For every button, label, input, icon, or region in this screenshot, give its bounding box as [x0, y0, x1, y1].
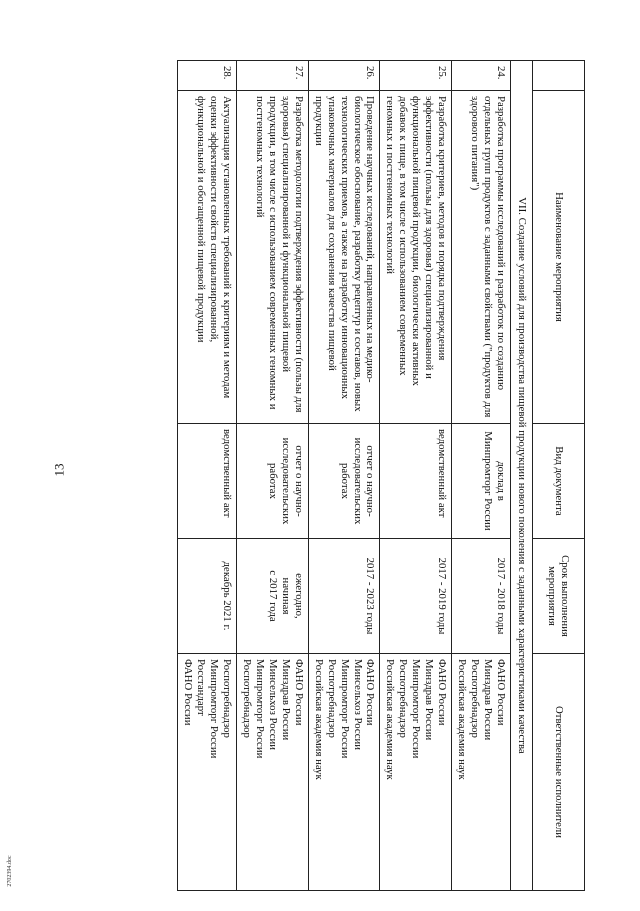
row-number: 25. — [380, 61, 452, 91]
table-row — [236, 61, 308, 891]
page-number: 13 — [51, 463, 67, 477]
table-header-row — [533, 61, 585, 891]
responsible: ФАНО России Минздрав России Роспотребнадзор Российская академия наук — [452, 654, 511, 891]
row-number: 26. — [308, 61, 380, 91]
responsible: Роспотребнадзор Минпромторг России Росстандарт ФАНО России — [178, 654, 237, 891]
document-footer: 2702394.doc — [7, 855, 13, 887]
responsible: ФАНО России Минздрав России Минсельхоз России Минпромторг России Роспотребнадзор — [236, 654, 308, 891]
measure-name: Разработка методологии подтверждения эффективности (пользы для здоровья) специализированной и функциональной пищевой продукции, в том числе с использованием современных геномных и постгеномных технологий — [236, 91, 308, 424]
rotated-table-container — [105, 60, 585, 890]
row-number: 24. — [452, 61, 511, 91]
document-type: отчет о научно-исследовательских работах — [308, 424, 380, 539]
section-title: VII. Создание условий для производства пищевой продукции нового поколения с заданными характеристиками качества — [511, 61, 533, 891]
header-measure-name: Наименование мероприятия — [533, 91, 585, 424]
row-number: 28. — [178, 61, 237, 91]
table-row — [308, 61, 380, 891]
measures-table — [177, 60, 585, 891]
measure-name: Разработка программы исследований и разработок по созданию отдельных групп продуктов с заданными свойствами ("продуктов для здорового питания") — [452, 91, 511, 424]
row-number: 27. — [236, 61, 308, 91]
document-type: отчет о научно-исследовательских работах — [236, 424, 308, 539]
table-row — [380, 61, 452, 891]
deadline: декабрь 2021 г. — [178, 539, 237, 654]
deadline: 2017 - 2018 годы — [452, 539, 511, 654]
table-row — [452, 61, 511, 891]
responsible: ФАНО России Минсельхоз России Минпромторг России Роспотребнадзор Российская академия наук — [308, 654, 380, 891]
measure-name: Актуализация установленных требований к критериям и методам оценки эффективности свойств специализированной, функциональной и обогащенной пищевой продукции — [178, 91, 237, 424]
header-number — [533, 61, 585, 91]
header-responsible: Ответственные исполнители — [533, 654, 585, 891]
document-type: доклад в Минпромторг России — [452, 424, 511, 539]
table-row — [178, 61, 237, 891]
section-row — [511, 61, 533, 891]
document-type: ведомственный акт — [178, 424, 237, 539]
responsible: ФАНО России Минздрав России Минпромторг России Роспотребнадзор Российская академия наук — [380, 654, 452, 891]
deadline: ежегодно, начиная с 2017 года — [236, 539, 308, 654]
deadline: 2017 - 2019 годы — [380, 539, 452, 654]
measure-name: Проведение научных исследований, направленных на медико-биологическое обоснование, разработку рецептур и составов, новых технологических приемов, а также на разработку инновационных упаковочных материалов для сохранения качества пищевой продукции — [308, 91, 380, 424]
document-type: ведомственный акт — [380, 424, 452, 539]
header-deadline: Срок выполнения мероприятия — [533, 539, 585, 654]
measure-name: Разработка критериев, методов и порядка подтверждения эффективности (пользы для здоровья) специализированной и функциональной пищевой продукции, биологически активных добавок к пище, в том числе с использованием современных геномных и постгеномных технологий — [380, 91, 452, 424]
deadline: 2017 - 2023 годы — [308, 539, 380, 654]
header-document-type: Вид документа — [533, 424, 585, 539]
